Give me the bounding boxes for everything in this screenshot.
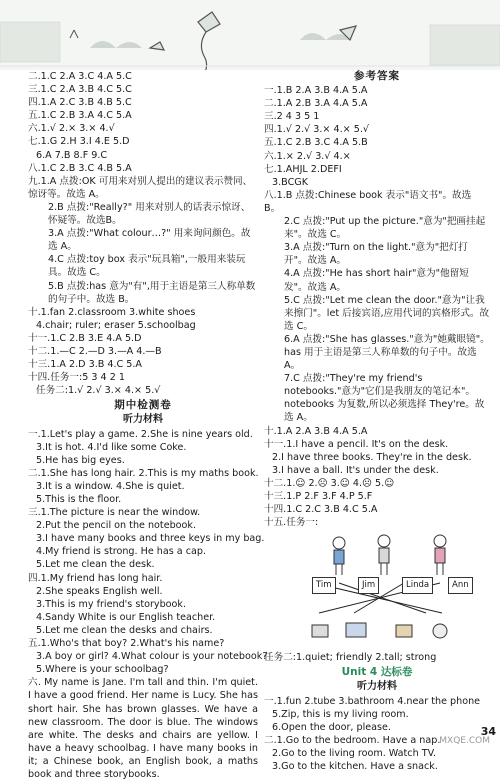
banner-illustration	[0, 0, 500, 70]
answer-line: 2.I have three books. They're in the desk.	[272, 451, 472, 463]
answer-line: 十一.1.I have a pencil. It's on the desk.	[264, 438, 449, 450]
bag-icon	[346, 623, 366, 637]
answer-line: 6.A 7.B 8.F 9.C	[36, 149, 108, 161]
answer-line: 十五.任务一:	[264, 517, 319, 529]
answer-explanation: 3.A 点拨:"Turn on the light."意为"把灯打开"。故选 A。	[284, 242, 468, 267]
listening-line: 一.1.fun 2.tube 3.bathroom 4.near the phone	[264, 695, 481, 707]
answer-explanation: 5.C 点拨:"Let me clean the door."意为"让我来擦门"。let 后接宾语,应用代词的宾格形式。故选 C。	[284, 294, 490, 332]
answer-explanation: 2.B 点拨:"Really?" 用来对别人的话表示惊讶、怀疑等。故选B。	[48, 201, 251, 227]
answer-line: 十三.1.A 2.D 3.B 4.C 5.A	[28, 359, 142, 371]
watermark: MXQE.COM	[439, 736, 490, 746]
answer-explanation: 3.A 点拨:"What colour…?" 用来询问颜色。故选 A。	[48, 228, 251, 253]
book-icon	[312, 625, 328, 637]
listening-line: 5.He has big eyes.	[36, 454, 125, 466]
answer-line: 十二.1.☺ 2.☹ 3.☺ 4.☹ 5.☺	[264, 477, 395, 489]
answer-line: 八.1.C 2.B 3.C 4.B 5.A	[28, 162, 132, 174]
answer-line: 二.1.C 2.A 3.C 4.A 5.C	[28, 71, 132, 82]
listening-line: 5.Where is your schoolbag?	[36, 664, 169, 676]
answer-explanation: 九.1.A 点拨:OK 可用来对别人提出的建议表示赞同、惊讶等。故选 A。	[28, 175, 253, 200]
matching-illustration	[264, 531, 490, 649]
listening-title: 听力材料	[357, 681, 397, 693]
answer-line: 三.1.C 2.A 3.B 4.C 5.C	[28, 84, 132, 96]
answer-line: 任务二:1.quiet; friendly 2.tall; strong	[264, 652, 437, 664]
answer-line: 四.1.√ 2.√ 3.× 4.× 5.√	[264, 124, 370, 136]
answer-line: 十四.1.C 2.C 3.B 4.C 5.A	[264, 504, 378, 516]
answer-line: 十.1.fan 2.classroom 3.white shoes	[28, 306, 196, 318]
listening-line: 5.Zip, this is my living room.	[272, 708, 409, 720]
answer-explanation: 6.A 点拨:"She has glasses."意为"她戴眼镜"。has 用于主语是第三人称单数的句子中。故选A。	[284, 333, 490, 372]
listening-line: 5.This is the floor.	[36, 494, 122, 505]
listening-line: 二.1.She has long hair. 2.This is my maths book.	[28, 467, 259, 479]
listening-line: 3.It is hot. 4.I'd like some Coke.	[36, 441, 187, 453]
page-number: 34	[480, 725, 496, 738]
person-icon	[333, 537, 345, 549]
person-icon-2	[378, 535, 390, 547]
header-banner	[0, 0, 500, 70]
listening-line: 二.1.Go to the bedroom. Have a nap.	[264, 734, 441, 746]
answer-line: 十一.1.C 2.B 3.E 4.A 5.D	[28, 332, 142, 344]
listening-line: 2.Go to the living room. Watch TV.	[272, 747, 436, 759]
listening-line: 5.Let me clean the desks and chairs.	[36, 624, 213, 636]
listening-line: 三.1.The picture is near the window.	[28, 507, 201, 519]
answer-line: 五.1.C 2.B 3.A 4.C 5.A	[28, 110, 132, 122]
answer-line: 十.1.A 2.A 3.B 4.A 5.A	[264, 425, 368, 437]
answer-explanation: 4.C 点拨:toy box 表示"玩具箱",一般用来装玩具。故选 C。	[48, 254, 246, 279]
listening-passage: 六. My name is Jane. I'm tall and thin. I'm quiet. I have a good friend. Her name is Lucy. She has short hair. She has brown glasses. We have a new classroom. The door is blue. The windows are white. The desks and chairs are yellow. I have a heavy schoolbag. I have many books in it; a Chinese book, an English book, a maths book and three storybooks.	[28, 677, 258, 780]
answer-key-title: 参考答案	[354, 70, 400, 82]
listening-line: 4.Sandy White is our English teacher.	[36, 611, 216, 623]
answer-explanation: 八.1.B 点拨:Chinese book 表示"语文书"。故选 B。	[264, 189, 472, 214]
right-column	[264, 70, 490, 773]
answer-line: 十二.1.—C 2.—D 3.—A 4.—B	[28, 345, 162, 357]
unit-title: Unit 4 达标卷	[341, 666, 413, 679]
name-label: Jim	[358, 577, 379, 594]
answer-line: 七.1.AHJL 2.DEFI	[264, 163, 342, 175]
answer-line: 七.1.G 2.H 3.I 4.E 5.D	[28, 136, 130, 148]
answer-explanation: 2.C 点拨:"Put up the picture."意为"把画挂起来"。故选 C。	[284, 216, 486, 241]
answer-line: 4.chair; ruler; eraser 5.schoolbag	[36, 319, 196, 331]
answer-line: 3.I have a ball. It's under the desk.	[272, 464, 439, 476]
answer-line: 3.BCGK	[272, 176, 308, 188]
answer-line: 一.1.B 2.A 3.B 4.A 5.A	[264, 85, 368, 97]
answer-line: 三.2 4 3 5 1	[264, 111, 320, 123]
section-title: 期中检测卷	[114, 399, 172, 412]
listening-line: 5.Let me clean the desk.	[36, 559, 155, 571]
listening-line: 3.Go to the kitchen. Have a snack.	[272, 761, 438, 773]
listening-line: 2.Put the pencil on the notebook.	[36, 520, 197, 532]
toy-icon	[396, 625, 412, 637]
name-label: Ann	[448, 577, 473, 594]
answer-line: 四.1.A 2.C 3.B 4.B 5.C	[28, 97, 132, 109]
listening-line: 4.My friend is strong. He has a cap.	[36, 546, 207, 558]
answer-line: 五.1.C 2.B 3.C 4.A 5.B	[264, 137, 368, 149]
person-icon-3	[434, 535, 446, 547]
listening-line: 五.1.Who's that boy? 2.What's his name?	[28, 638, 225, 650]
listening-line: 一.1.Let's play a game. 2.She is nine years old.	[28, 428, 253, 440]
answer-explanation: 7.C 点拨:"They're my friend's notebooks."意为"它们是我朋友的笔记本"。notebooks 为复数,所以必须选择 They're。故选 A。	[284, 373, 485, 424]
answer-line: 十三.1.P 2.F 3.F 4.P 5.F	[264, 491, 373, 502]
answer-line: 六.1.× 2.√ 3.√ 4.×	[264, 150, 351, 162]
name-label: Linda	[402, 577, 433, 594]
listening-line: 3.This is my friend's storybook.	[36, 598, 187, 610]
answer-line: 二.1.A 2.B 3.A 4.A 5.A	[264, 98, 368, 110]
listening-line: 6.Open the door, please.	[272, 721, 391, 733]
name-label: Tim	[312, 577, 336, 594]
listening-line: 四.1.My friend has long hair.	[28, 572, 163, 584]
listening-title: 听力材料	[123, 414, 163, 426]
ball-icon	[433, 624, 447, 638]
listening-line: 3.I have many books and three keys in my bag.	[36, 533, 265, 545]
listening-line: 3.A boy or girl? 4.What colour is your notebook?	[36, 651, 268, 663]
answer-explanation: 5.B 点拨:has 意为"有",用于主语是第三人称单数的句子中。故选 B。	[48, 280, 256, 305]
listening-line: 3.It is a window. 4.She is quiet.	[36, 480, 185, 492]
left-column	[28, 70, 268, 781]
answer-line: 六.1.√ 2.× 3.× 4.√	[28, 123, 115, 135]
answer-line: 任务二:1.√ 2.√ 3.× 4.× 5.√	[36, 385, 161, 397]
listening-line: 2.She speaks English well.	[36, 585, 163, 597]
answer-line: 十四.任务一:5 3 4 2 1	[28, 372, 125, 384]
answer-explanation: 4.A 点拨:"He has short hair"意为"他留短发"。故选 A。	[284, 268, 469, 293]
